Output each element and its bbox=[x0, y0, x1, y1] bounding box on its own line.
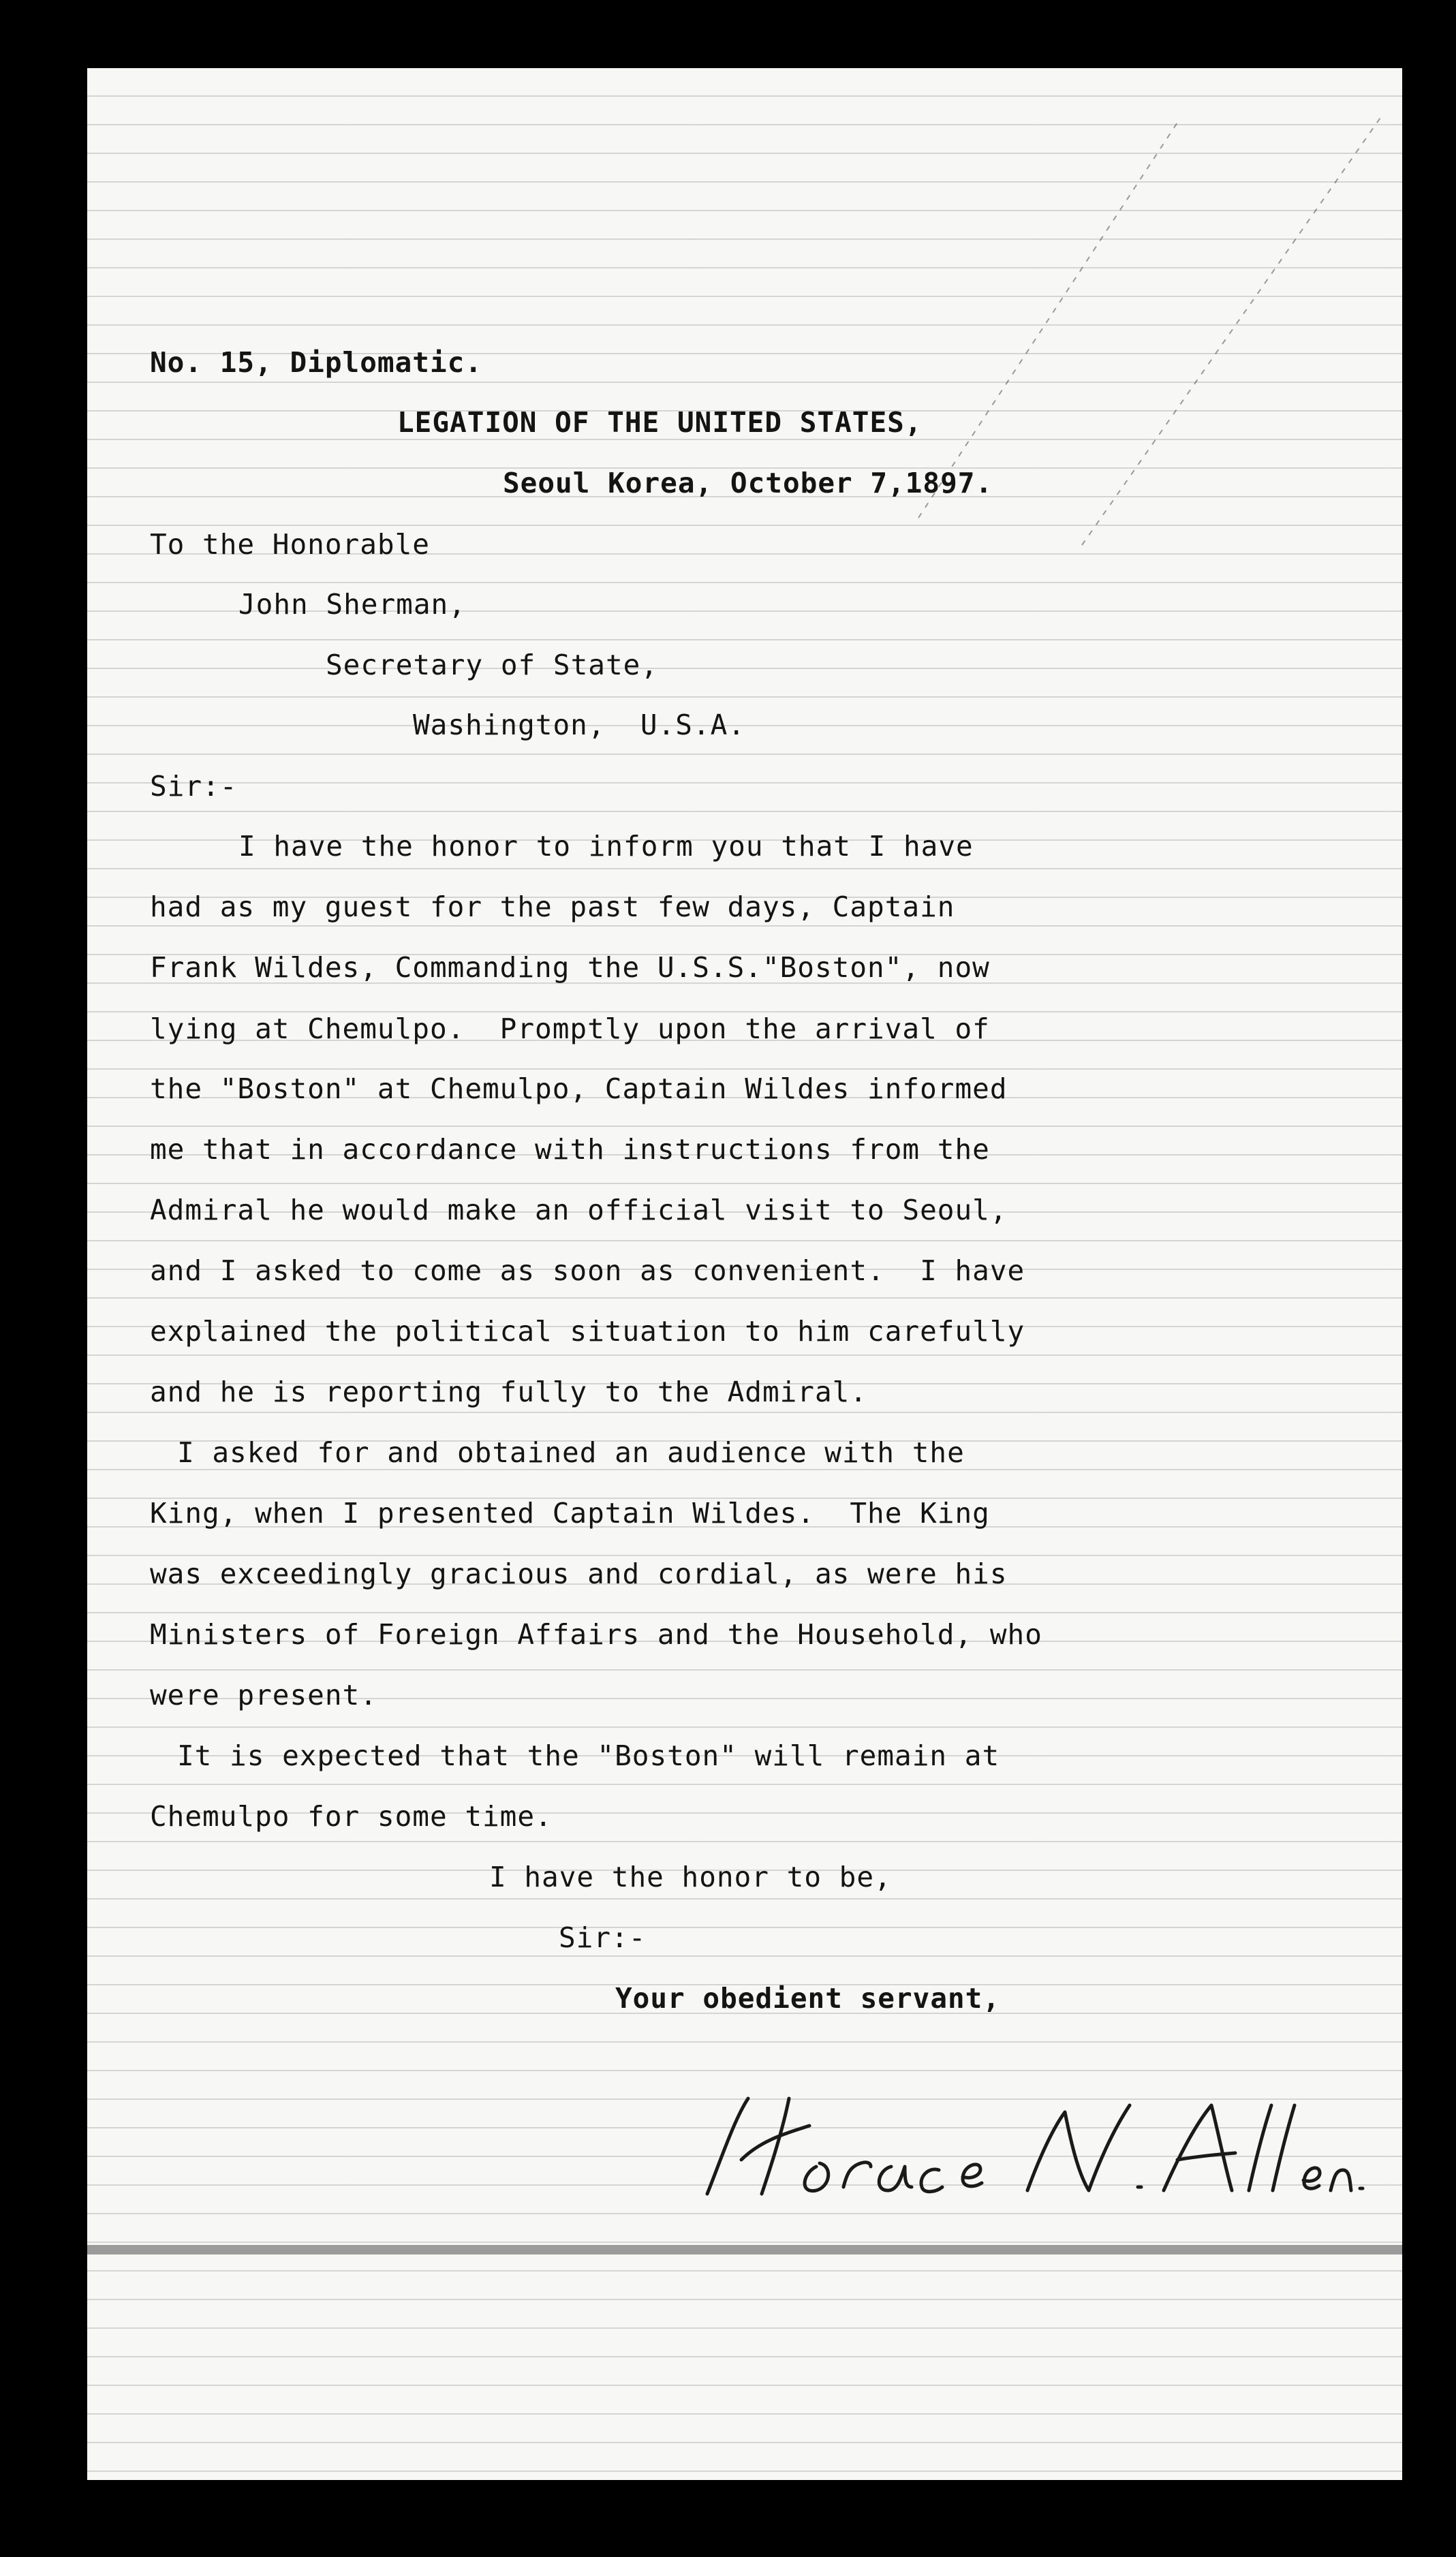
addressee-name: John Sherman, bbox=[238, 588, 466, 621]
dispatch-number: No. 15, Diplomatic. bbox=[150, 346, 482, 379]
body-line-2: had as my guest for the past few days, Captain bbox=[150, 890, 955, 923]
body-line-14: Ministers of Foreign Affairs and the Household, who bbox=[150, 1618, 1042, 1651]
body-line-17: Chemulpo for some time. bbox=[150, 1800, 553, 1833]
addressee-location: Washington, U.S.A. bbox=[413, 709, 745, 741]
body-line-11: I asked for and obtained an audience with the bbox=[177, 1436, 965, 1469]
diagonal-pen-marks bbox=[891, 109, 1402, 586]
body-line-3: Frank Wildes, Commanding the U.S.S."Boston", now bbox=[150, 951, 990, 984]
closing-line-3: Your obedient servant, bbox=[615, 1982, 1001, 2015]
addressee-honorific: To the Honorable bbox=[150, 528, 430, 561]
salutation: Sir:- bbox=[150, 770, 238, 803]
body-line-13: was exceedingly gracious and cordial, as were his bbox=[150, 1558, 1008, 1590]
body-line-10: and he is reporting fully to the Admiral. bbox=[150, 1376, 868, 1408]
addressee-title: Secretary of State, bbox=[326, 649, 658, 681]
legation-heading: LEGATION OF THE UNITED STATES, bbox=[397, 406, 923, 439]
body-line-8: and I asked to come as soon as convenient. I have bbox=[150, 1254, 1025, 1287]
body-line-12: King, when I presented Captain Wildes. The King bbox=[150, 1497, 990, 1530]
place-date: Seoul Korea, October 7,1897. bbox=[503, 467, 993, 499]
closing-line-1: I have the honor to be, bbox=[489, 1861, 892, 1893]
body-line-5: the "Boston" at Chemulpo, Captain Wildes informed bbox=[150, 1072, 1008, 1105]
letter-page bbox=[87, 68, 1402, 2480]
handwritten-signature bbox=[687, 2078, 1368, 2214]
body-line-15: were present. bbox=[150, 1679, 377, 1711]
body-line-4: lying at Chemulpo. Promptly upon the arrival of bbox=[150, 1012, 990, 1045]
body-line-6: me that in accordance with instructions from the bbox=[150, 1133, 990, 1166]
body-line-16: It is expected that the "Boston" will remain at bbox=[177, 1739, 1000, 1772]
body-line-1: I have the honor to inform you that I have bbox=[238, 830, 974, 863]
body-line-7: Admiral he would make an official visit to Seoul, bbox=[150, 1194, 1008, 1226]
body-line-9: explained the political situation to him carefully bbox=[150, 1315, 1025, 1348]
closing-line-2: Sir:- bbox=[559, 1921, 647, 1954]
paper-fold-band bbox=[87, 2245, 1402, 2254]
